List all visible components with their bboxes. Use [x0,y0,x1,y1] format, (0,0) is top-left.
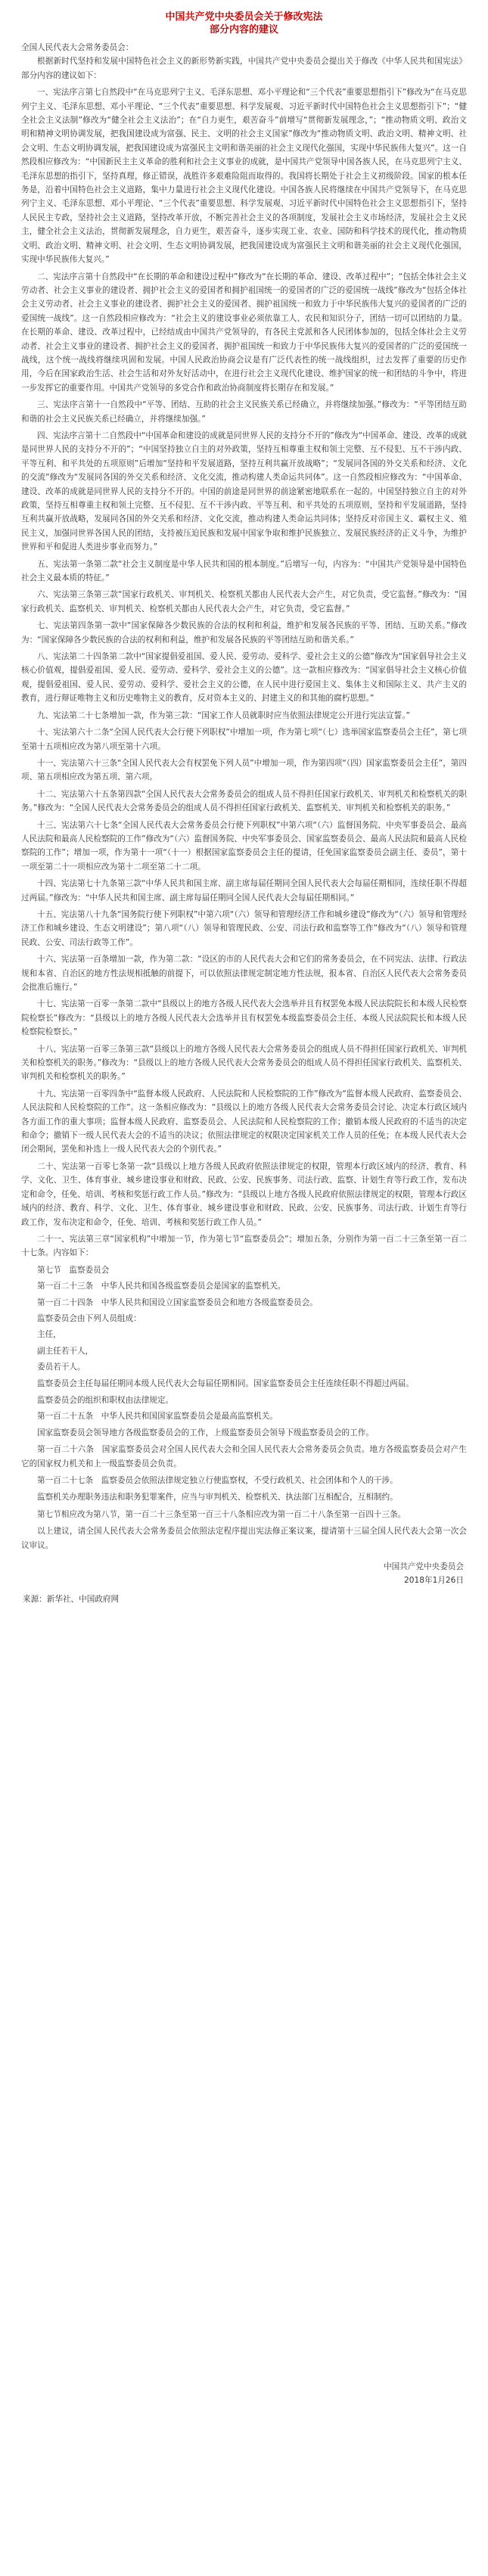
paragraph: 十六、宪法第一百条增加一款，作为第二款：“设区的市的人民代表大会和它们的常务委员会，在不同宪法、法律、行政法规和本省、自治区的地方性法规相抵触的前提下，可以依照法律规定制定地方性法规，报本省、自治区人民代表大会常务委员会批准后施行。” [21,955,467,992]
paragraph: 十、宪法第六十二条“全国人民代表大会行使下列职权”中增加一项，作为第七项“（七）选举国家监察委员会主任”，第七项至第十五项相应改为第八项至第十六项。 [21,728,467,751]
article-line: 主任， [37,1330,61,1340]
source-line: 来源：新华社、中国政府网 [23,1594,120,1604]
article-line: 副主任若干人， [37,1346,94,1356]
paragraph: 十九、宪法第一百零四条中“监督本级人民政府、人民法院和人民检察院的工作”修改为“监督本级人民政府、监察委员会、人民法院和人民检察院的工作”。这一条相应修改为：“县级以上的地方各级人民代表大会常务委员会讨论、决定本行政区域内各方面工作的重大事项；监督本级人民政府、监察委员会、人民法院和人民检察院的工作；撤销本级人民政府的不适当的决定和命令；撤销下一级人民代表大会的不适当的决议；依照法律规定的权限决定国家机关工作人员的任免；在本级人民代表大会闭会期间，罢免和补选上一级人民代表大会的个别代表。” [21,1089,467,1154]
article-line: 以上建议，请全国人民代表大会常务委员会依照法定程序提出宪法修正案议案，提请第十三届全国人民代表大会第一次会议审议。 [21,1527,467,1550]
paragraph: 一、宪法序言第七自然段中“在马克思列宁主义、毛泽东思想、邓小平理论和“三个代表”重要思想指引下”修改为“在马克思列宁主义、毛泽东思想、邓小平理论、“三个代表”重要思想、科学发展观、习近平新时代中国特色社会主义思想指引下”；“健全社会主义法制”修改为“健全社会主义法治”；在“自力更生，艰苦奋斗”前增写“贯彻新发展理念，”；“推动物质文明、政治文明和精神文明协调发展，把我国建设成为富强、民主、文明的社会主义国家”修改为“推动物质文明、政治文明、精神文明、社会文明、生态文明协调发展，把我国建设成为富强民主文明和谐美丽的社会主义现代化强国，实现中华民族伟大复兴”。这一自然段相应修改为：“中国新民主主义革命的胜利和社会主义事业的成就，是中国共产党领导中国各族人民，在马克思列宁主义、毛泽东思想的指引下，坚持真理，修正错误，战胜许多艰难险阻而取得的。我国将长期处于社会主义初级阶段。国家的根本任务是，沿着中国特色社会主义道路，集中力量进行社会主义现代化建设。中国各族人民将继续在中国共产党领导下，在马克思列宁主义、毛泽东思想、邓小平理论、“三个代表”重要思想、科学发展观、习近平新时代中国特色社会主义思想指引下，坚持人民民主专政，坚持社会主义道路，坚持改革开放，不断完善社会主义的各项制度，发展社会主义市场经济，发展社会主义民主，健全社会主义法治，贯彻新发展理念，自力更生，艰苦奋斗，逐步实现工业、农业、国防和科学技术的现代化，推动物质文明、政治文明、精神文明、社会文明、生态文明协调发展，把我国建设成为富强民主文明和谐美丽的社会主义现代化强国，实现中华民族伟大复兴。” [21,88,467,265]
paragraph: 十二、宪法第六十五条第四款“全国人民代表大会常务委员会的组成人员不得担任国家行政机关、审判机关和检察机关的职务。”修改为：“全国人民代表大会常务委员会的组成人员不得担任国家行政机关、监察机关、审判机关和检察机关的职务。” [21,789,467,813]
article-line: 委员若干人。 [37,1363,85,1372]
paragraph: 七、宪法第四条第一款中“国家保障各少数民族的合法的权利和利益，维护和发展各民族的平等、团结、互助关系。”修改为：“国家保障各少数民族的合法的权利和利益，维护和发展各民族的平等团结互助和谐关系。” [21,621,467,645]
article-line: 监察委员会的组织和职权由法律规定。 [37,1395,174,1405]
article-line: 第一百二十六条 国家监察委员会对全国人民代表大会和全国人民代表大会常务委员会负责。地方各级监察委员会对产生它的国家权力机关和上一级监察委员会负责。 [21,1445,467,1468]
paragraph: 八、宪法第二十四条第二款中“国家提倡爱祖国、爱人民、爱劳动、爱科学、爱社会主义的公德”修改为“国家倡导社会主义核心价值观，提倡爱祖国、爱人民、爱劳动、爱科学、爱社会主义的公德”。这一款相应修改为：“国家倡导社会主义核心价值观，提倡爱祖国、爱人民、爱劳动、爱科学、爱社会主义的公德，在人民中进行爱国主义、集体主义和国际主义、共产主义的教育，进行辩证唯物主义和历史唯物主义的教育，反对资本主义的、封建主义的和其他的腐朽思想。” [21,652,467,704]
article-line: 第一百二十四条 中华人民共和国设立国家监察委员会和地方各级监察委员会。 [37,1297,318,1307]
paragraph: 二十一、宪法第三章“国家机构”中增加一节，作为第七节“监察委员会”；增加五条，分别作为第一百二十三条至第一百二十七条。内容如下： [21,1234,467,1258]
signature-org: 中国共产党中央委员会 [384,1562,464,1572]
paragraph: 五、宪法第一条第二款“社会主义制度是中华人民共和国的根本制度。”后增写一句，内容为：“中国共产党领导是中国特色社会主义最本质的特征。” [21,559,467,583]
paragraph: 三、宪法序言第十一自然段中“平等、团结、互助的社会主义民族关系已经确立，并将继续加强。”修改为：“平等团结互助和谐的社会主义民族关系已经确立，并将继续加强。” [21,400,467,424]
paragraph: 二、宪法序言第十自然段中“在长期的革命和建设过程中”修改为“在长期的革命、建设、改革过程中”；“包括全体社会主义劳动者、社会主义事业的建设者、拥护社会主义的爱国者和拥护祖国统一的爱国者的广泛的爱国统一战线”修改为“包括全体社会主义劳动者、社会主义事业的建设者、拥护社会主义的爱国者、拥护祖国统一和致力于中华民族伟大复兴的爱国者的广泛的爱国统一战线”。这一自然段相应修改为：“社会主义的建设事业必须依靠工人、农民和知识分子，团结一切可以团结的力量。在长期的革命、建设、改革过程中，已经结成由中国共产党领导的，有各民主党派和各人民团体参加的，包括全体社会主义劳动者、社会主义事业的建设者、拥护社会主义的爱国者、拥护祖国统一和致力于中华民族伟大复兴的爱国者的广泛的爱国统一战线，这个统一战线将继续巩固和发展。中国人民政治协商会议是有广泛代表性的统一战线组织，过去发挥了重要的历史作用，今后在国家政治生活、社会生活和对外友好活动中，在进行社会主义现代化建设、维护国家的统一和团结的斗争中，将进一步发挥它的重要作用。中国共产党领导的多党合作和政治协商制度将长期存在和发展。” [21,272,467,393]
paragraph: 十七、宪法第一百零一条第二款中“县级以上的地方各级人民代表大会选举并且有权罢免本级人民法院院长和本级人民检察院检察长”修改为：“县级以上的地方各级人民代表大会选举并且有权罢免本级监察委员会主任、本级人民法院院长和本级人民检察院检察长。” [21,999,467,1037]
signature-date: 2018年1月26日 [404,1576,464,1586]
paragraph: 六、宪法第三条第三款“国家行政机关、审判机关、检察机关都由人民代表大会产生，对它负责，受它监督。”修改为：“国家行政机关、监察机关、审判机关、检察机关都由人民代表大会产生，对它负责，受它监督。” [21,590,467,614]
article-line: 第一百二十三条 中华人民共和国各级监察委员会是国家的监察机关。 [37,1282,286,1291]
article-line: 第一百二十七条 监察委员会依照法律规定独立行使监察权，不受行政机关、社会团体和个人的干涉。 [37,1476,398,1485]
paragraph: 根据新时代坚持和发展中国特色社会主义的新形势新实践，中国共产党中央委员会提出关于修改《中华人民共和国宪法》部分内容的建议如下： [21,57,467,80]
paragraph: 九、宪法第二十七条增加一款，作为第三款：“国家工作人员就职时应当依照法律规定公开进行宪法宣誓。” [37,710,410,720]
paragraph: 二十、宪法第一百零七条第一款“县级以上地方各级人民政府依照法律规定的权限，管理本行政区域内的经济、教育、科学、文化、卫生、体育事业、城乡建设事业和财政、民政、公安、民族事务、司法行政、监察、计划生育等行政工作，发布决定和命令，任免、培训、考核和奖惩行政工作人员。”修改为：“县级以上地方各级人民政府依照法律规定的权限，管理本行政区域内的经济、教育、科学、文化、卫生、体育事业、城乡建设事业和财政、民政、公安、民族事务、司法行政、计划生育等行政工作，发布决定和命令，任免、培训、考核和奖惩行政工作人员。” [21,1161,467,1227]
article-line: 第七节相应改为第八节，第一百二十三条至第一百三十八条相应改为第一百二十八条至第一百四十三条。 [37,1509,406,1519]
section-heading: 第七节 监察委员会 [37,1265,110,1275]
document-subtitle: 部分内容的建议 [209,24,278,36]
article-line: 监察委员会由下列人员组成： [37,1313,141,1323]
paragraph: 十四、宪法第七十九条第三款“中华人民共和国主席、副主席每届任期同全国人民代表大会每届任期相同，连续任职不得超过两届。”修改为：“中华人民共和国主席、副主席每届任期同全国人民代表大会每届任期相同。” [21,879,467,903]
paragraph: 四、宪法序言第十二自然段中“中国革命和建设的成就是同世界人民的支持分不开的”修改为“中国革命、建设、改革的成就是同世界人民的支持分不开的”；“中国坚持独立自主的对外政策，坚持互相尊重主权和领土完整、互不侵犯、互不干涉内政、平等互利、和平共处的五项原则”后增加“坚持和平发展道路，坚持互利共赢开放战略”；“发展同各国的外交关系和经济、文化的交流”修改为“发展同各国的外交关系和经济、文化交流，推动构建人类命运共同体”。这一自然段相应修改为：“中国革命、建设、改革的成就是同世界人民的支持分不开的。中国的前途是同世界的前途紧密地联系在一起的。中国坚持独立自主的对外政策，坚持互相尊重主权和领土完整、互不侵犯、互不干涉内政、平等互利、和平共处的五项原则，坚持和平发展道路，坚持互利共赢开放战略，发展同各国的外交关系和经济、文化交流，推动构建人类命运共同体；坚持反对帝国主义、霸权主义、殖民主义，加强同世界各国人民的团结，支持被压迫民族和发展中国家争取和维护民族独立、发展民族经济的正义斗争，为维护世界和平和促进人类进步事业而努力。” [21,430,467,552]
article-line: 监察委员会主任每届任期同本级人民代表大会每届任期相同。国家监察委员会主任连续任职不得超过两届。 [37,1378,414,1388]
salutation: 全国人民代表大会常务委员会： [21,43,134,52]
paragraph: 十八、宪法第一百零三条第三款“县级以上的地方各级人民代表大会常务委员会的组成人员不得担任国家行政机关、审判机关和检察机关的职务。”修改为：“县级以上的地方各级人民代表大会常务委员会的组成人员不得担任国家行政机关、监察机关、审判机关和检察机关的职务。” [21,1044,467,1082]
paragraph: 十五、宪法第八十九条“国务院行使下列职权”中第六项“（六）领导和管理经济工作和城乡建设”修改为“（六）领导和管理经济工作和城乡建设、生态文明建设”；第八项“（八）领导和管理民政、公安、司法行政和监察等工作”修改为“（八）领导和管理民政、公安、司法行政等工作”。 [21,909,467,947]
paragraph: 十一、宪法第六十三条“全国人民代表大会有权罢免下列人员”中增加一项，作为第四项“（四）国家监察委员会主任”，第四项、第五项相应改为第五项、第六项。 [21,758,467,782]
article-line: 国家监察委员会领导地方各级监察委员会的工作，上级监察委员会领导下级监察委员会的工作。 [37,1428,374,1437]
document-title: 中国共产党中央委员会关于修改宪法 [165,11,323,23]
article-line: 第一百二十五条 中华人民共和国国家监察委员会是最高监察机关。 [37,1412,278,1422]
paragraph: 十三、宪法第六十七条“全国人民代表大会常务委员会行使下列职权”中第六项“（六）监督国务院、中央军事委员会、最高人民法院和最高人民检察院的工作”修改为“（六）监督国务院、中央军事委员会、国家监察委员会、最高人民法院和最高人民检察院的工作”；增加一项，作为第十一项“（十一）根据国家监察委员会主任的提请，任免国家监察委员会副主任、委员”，第十一项至第二十一项相应改为第十二项至第二十二项。 [21,820,467,872]
article-line: 监察机关办理职务违法和职务犯罪案件，应当与审判机关、检察机关、执法部门互相配合，互相制约。 [37,1493,398,1502]
